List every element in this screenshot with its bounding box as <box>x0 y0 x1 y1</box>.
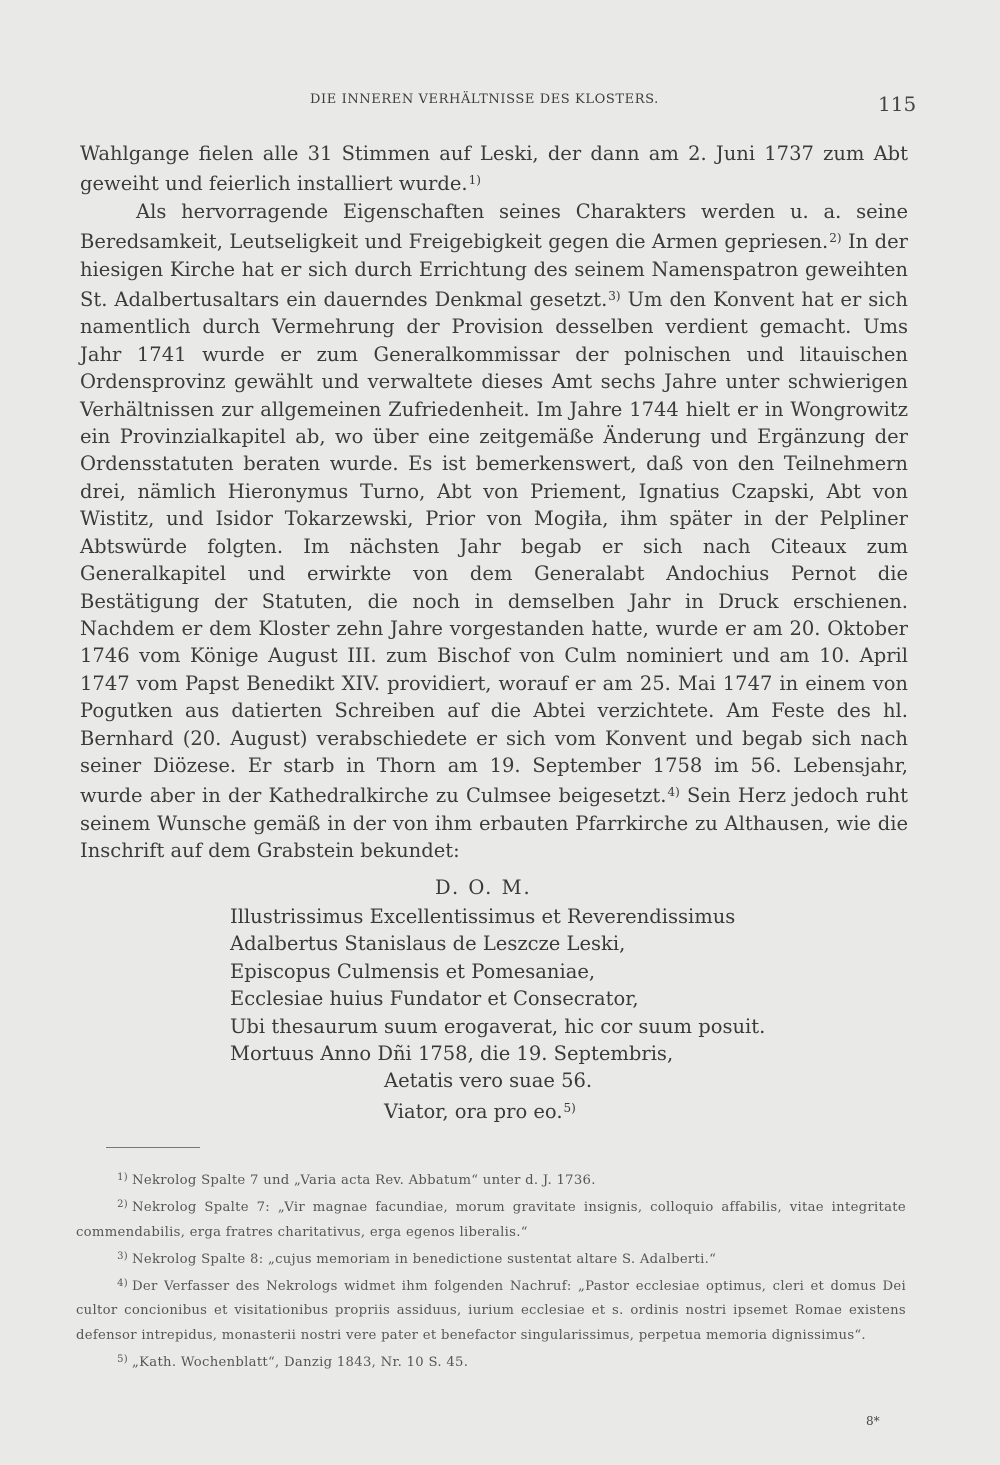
footnote-mark <box>76 1166 132 1193</box>
text-segment: Wahlgange fielen alle 31 Stimmen auf Leski, der dann am 2. Juni 1737 zum Abt geweiht und feierlich installiert wurde. <box>80 142 908 196</box>
inscription-line: Illustrissimus Excellentissimus et Reverendissimus <box>230 905 736 928</box>
footnote-ref[interactable]: 2) <box>829 231 842 246</box>
paragraph-1 <box>80 140 908 198</box>
text-segment: Als hervorragende Eigenschaften seines Charakters werden u. a. seine Beredsamkeit, Leutseligkeit und Freigebigkeit gegen die Armen gepriesen. <box>80 199 908 254</box>
paragraph-2 <box>80 198 908 865</box>
inscription-line: Ubi thesaurum suum erogaverat, hic cor suum posuit. <box>230 1014 766 1038</box>
inscription-line: Aetatis vero suae 56. <box>384 1069 593 1093</box>
footnote <box>76 1348 906 1375</box>
inscription-line: Adalbertus Stanislaus de Leszcze Leski, <box>230 932 626 956</box>
footnote <box>76 1245 906 1272</box>
inscription <box>230 903 850 1125</box>
inscription-line-last <box>230 1095 850 1125</box>
text-segment: Sein Herz jedoch ruht seinem Wunsche gemäß in der von ihm erbauten Pfarrkirche zu Althausen, wie die Inschrift auf dem Grabstein bekundet: <box>80 784 908 863</box>
footnote-mark <box>76 1193 132 1220</box>
footnote-ref[interactable]: 5) <box>563 1100 576 1115</box>
inscription-text: Viator, ora pro eo. <box>384 1099 563 1123</box>
footnote-text: Nekrolog Spalte 7: „Vir magnae facundiae, morum gravitate insignis, colloquio affabilis, vitae integritate commendabilis, erga fratres charitativus, erga egenos liberalis.“ <box>76 1200 906 1240</box>
footnote-mark <box>76 1245 132 1272</box>
footnote-text: Nekrolog Spalte 7 und „Varia acta Rev. Abbatum“ unter d. J. 1736. <box>132 1173 596 1188</box>
footnote-ref[interactable]: 1) <box>468 173 481 188</box>
footnote-mark <box>76 1348 132 1375</box>
footnote-number: 2) <box>117 1199 128 1211</box>
inscription-heading: D. O. M. <box>435 876 532 899</box>
footnote-number: 5) <box>117 1354 128 1366</box>
footnote <box>76 1166 906 1193</box>
footnote-ref[interactable]: 3) <box>608 289 621 304</box>
signature-mark: 8* <box>866 1414 880 1428</box>
running-title: DIE INNEREN VERHÄLTNISSE DES KLOSTERS. <box>310 92 659 107</box>
inscription-line: Mortuus Anno Dñi 1758, die 19. Septembris, <box>230 1042 674 1066</box>
text-segment: In der hiesigen Kirche hat er sich durch Errichtung des seinem Namenspatron geweihten St. Adalbertusaltars ein dauerndes Denkmal gesetzt. <box>80 230 908 312</box>
inscription-line: Ecclesiae huius Fundator et Consecrator, <box>230 987 639 1011</box>
text-segment: Um den Konvent hat er sich namentlich durch Vermehrung der Provision desselben verdient gemacht. Ums Jahr 1741 wurde er zum Generalkommissar der polnischen und litauischen Ordensprovinz gewählt und verwaltete dieses Amt sechs Jahre unter schwierigen Verhältnissen zur allgemeinen Zufriedenheit. Im Jahre 1744 hielt er in Wongrowitz ein Provinzialkapitel ab, wo über eine zeitgemäße Änderung und Ergänzung der Ordensstatuten beraten wurde. Es ist bemerkenswert, daß von den Teilnehmern drei, nämlich Hieronymus Turno, Abt von Priement, Ignatius Czapski, Abt von Wistitz, und Isidor Tokarzewski, Prior von Mogiła, ihm später in der Pelpliner Abtswürde folgten. Im nächsten Jahr begab er sich nach Citeaux zum Generalkapitel und erwirkte von dem Generalabt Andochius Pernot die Bestätigung der Statuten, die noch in demselben Jahr in Druck erschienen. Nachdem er dem Kloster zehn Jahre vorgestanden hatte, wurde er am 20. Oktober 1746 vom Könige August III. zum Bischof von Culm nominiert und am 10. April 1747 vom Papst Benedikt XIV. providiert, worauf er am 25. Mai 1747 in einem von Pogutken aus datierten Schreiben auf die Abtei verzichtete. Am Feste des hl. Bernhard (20. August) verabschiedete er sich vom Konvent und begab sich nach seiner Diözese. Er starb in Thorn am 19. September 1758 im 56. Lebensjahr, wurde aber in der Kathedralkirche zu Culmsee beigesetzt. <box>80 288 908 808</box>
footnote-number: 1) <box>117 1172 128 1183</box>
footnote-text: Der Verfasser des Nekrologs widmet ihm folgenden Nachruf: „Pastor ecclesiae optimus, cleri et domus Dei cultor concionibus et visitationibus propriis assiduus, iurium ecclesiae et s. ordinis nostri ipsemet Romae existens defensor intrepidus, monasterii nostri vere pater et benefactor singularissimus, perpetua memoria dignissimus“. <box>76 1279 906 1343</box>
footnote-number: 4) <box>117 1278 128 1290</box>
footnote-number: 3) <box>117 1250 128 1262</box>
footnotes <box>76 1166 906 1375</box>
inscription-line: Episcopus Culmensis et Pomesaniae, <box>230 959 596 983</box>
page-number: 115 <box>878 92 917 116</box>
footnote-text: „Kath. Wochenblatt“, Danzig 1843, Nr. 10 S. 45. <box>132 1355 469 1371</box>
footnote <box>76 1193 906 1245</box>
footnote-text: Nekrolog Spalte 8: „cujus memoriam in benedictione sustentat altare S. Adalberti.“ <box>132 1251 717 1267</box>
footnote-ref[interactable]: 4) <box>667 785 680 800</box>
main-text <box>80 140 908 865</box>
footnote-mark <box>76 1272 132 1299</box>
footnote-divider <box>106 1147 200 1148</box>
footnote <box>76 1272 906 1348</box>
